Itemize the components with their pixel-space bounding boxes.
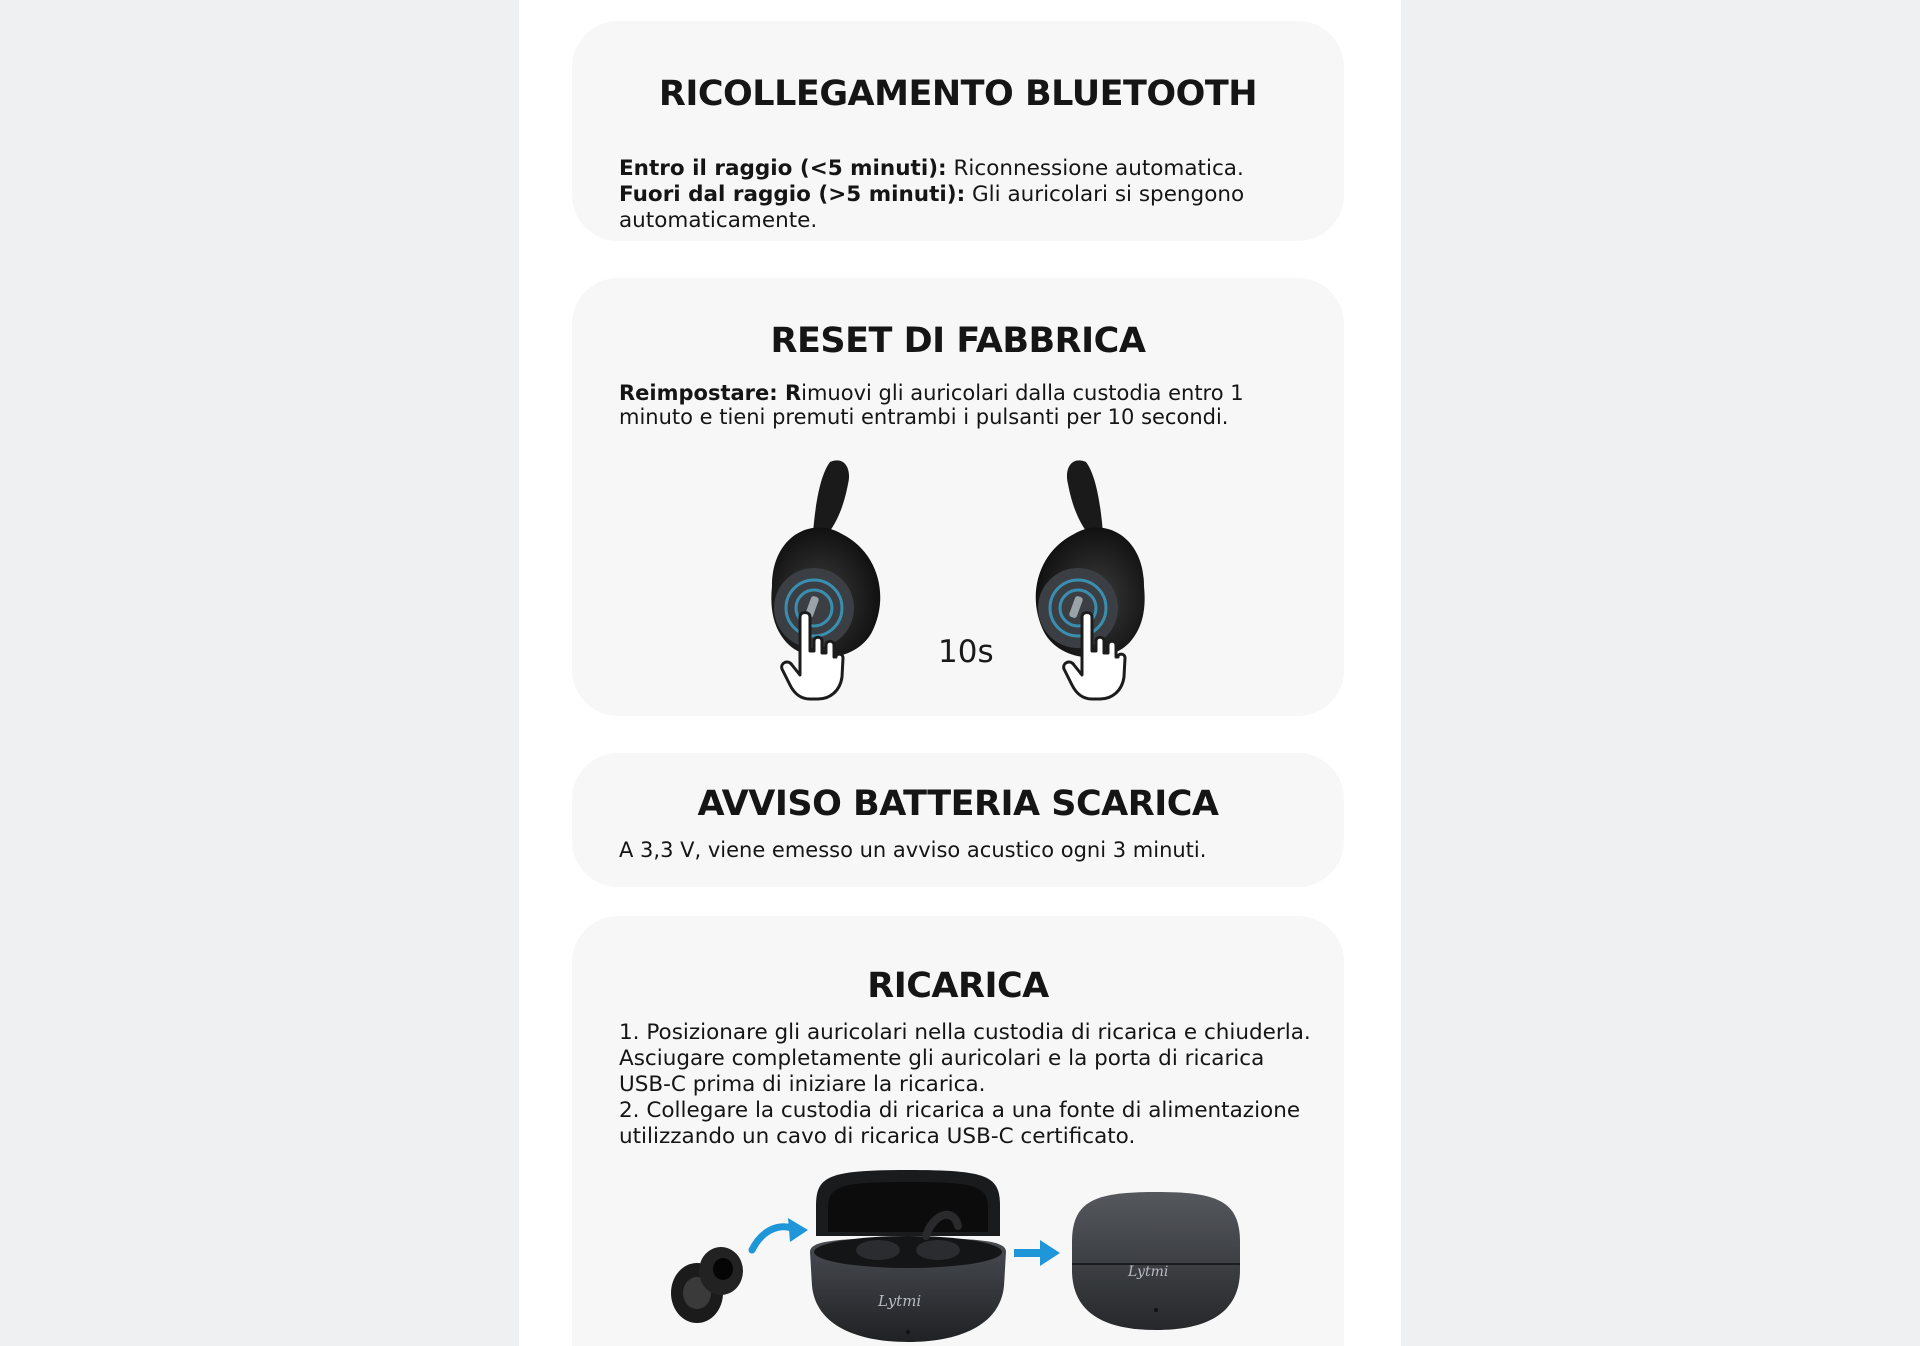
bluetooth-line1-label: Entro il raggio (<5 minuti): [619, 156, 947, 181]
charging-case-closed-icon [1066, 1186, 1246, 1336]
reset-line1-value: imuovi gli auricolari dalla custodia entro 1 [801, 381, 1244, 405]
bluetooth-reconnect-card [572, 21, 1344, 241]
reset-line2: minuto e tieni premuti entrambi i pulsanti per 10 secondi. [619, 405, 1229, 429]
bluetooth-line2-value: Gli auricolari si spengono [965, 182, 1245, 207]
factory-reset-card [572, 278, 1344, 716]
bluetooth-text [619, 156, 1244, 234]
charging-text [619, 1020, 1311, 1150]
charging-card [572, 916, 1344, 1346]
arrow-right-icon [748, 1216, 810, 1256]
arrow-right-icon [1012, 1238, 1062, 1268]
charging-line: 2. Collegare la custodia di ricarica a una fonte di alimentazione [619, 1098, 1301, 1123]
charging-line: 1. Posizionare gli auricolari nella custodia di ricarica e chiuderla. [619, 1020, 1311, 1045]
hand-press-left-icon [780, 611, 846, 703]
hand-press-right-icon [1062, 611, 1128, 703]
bluetooth-line1-value: Riconnessione automatica. [946, 156, 1244, 181]
charging-line: Asciugare completamente gli auricolari e la porta di ricarica [619, 1046, 1265, 1071]
charging-title: RICARICA [867, 966, 1049, 1006]
case-closed-logo: Lytmi [1128, 1264, 1169, 1280]
charging-line: utilizzando un cavo di ricarica USB-C certificato. [619, 1124, 1136, 1149]
earbud-icon [667, 1241, 747, 1331]
bluetooth-title: RICOLLEGAMENTO BLUETOOTH [658, 74, 1258, 114]
bluetooth-line2-label: Fuori dal raggio (>5 minuti): [619, 182, 966, 207]
reset-title: RESET DI FABBRICA [770, 321, 1146, 361]
manual-page [519, 0, 1401, 1346]
reset-text [619, 381, 1244, 429]
reset-duration-label: 10s [938, 634, 994, 670]
reset-line1-label: Reimpostare: R [619, 381, 802, 405]
battery-text: A 3,3 V, viene emesso un avviso acustico ogni 3 minuti. [619, 838, 1207, 862]
battery-title: AVVISO BATTERIA SCARICA [697, 784, 1219, 824]
charging-case-open-icon [808, 1166, 1008, 1346]
bluetooth-line3: automaticamente. [619, 208, 818, 233]
case-logo: Lytmi [878, 1292, 922, 1310]
low-battery-card [572, 753, 1344, 887]
charging-line: USB-C prima di iniziare la ricarica. [619, 1072, 986, 1097]
